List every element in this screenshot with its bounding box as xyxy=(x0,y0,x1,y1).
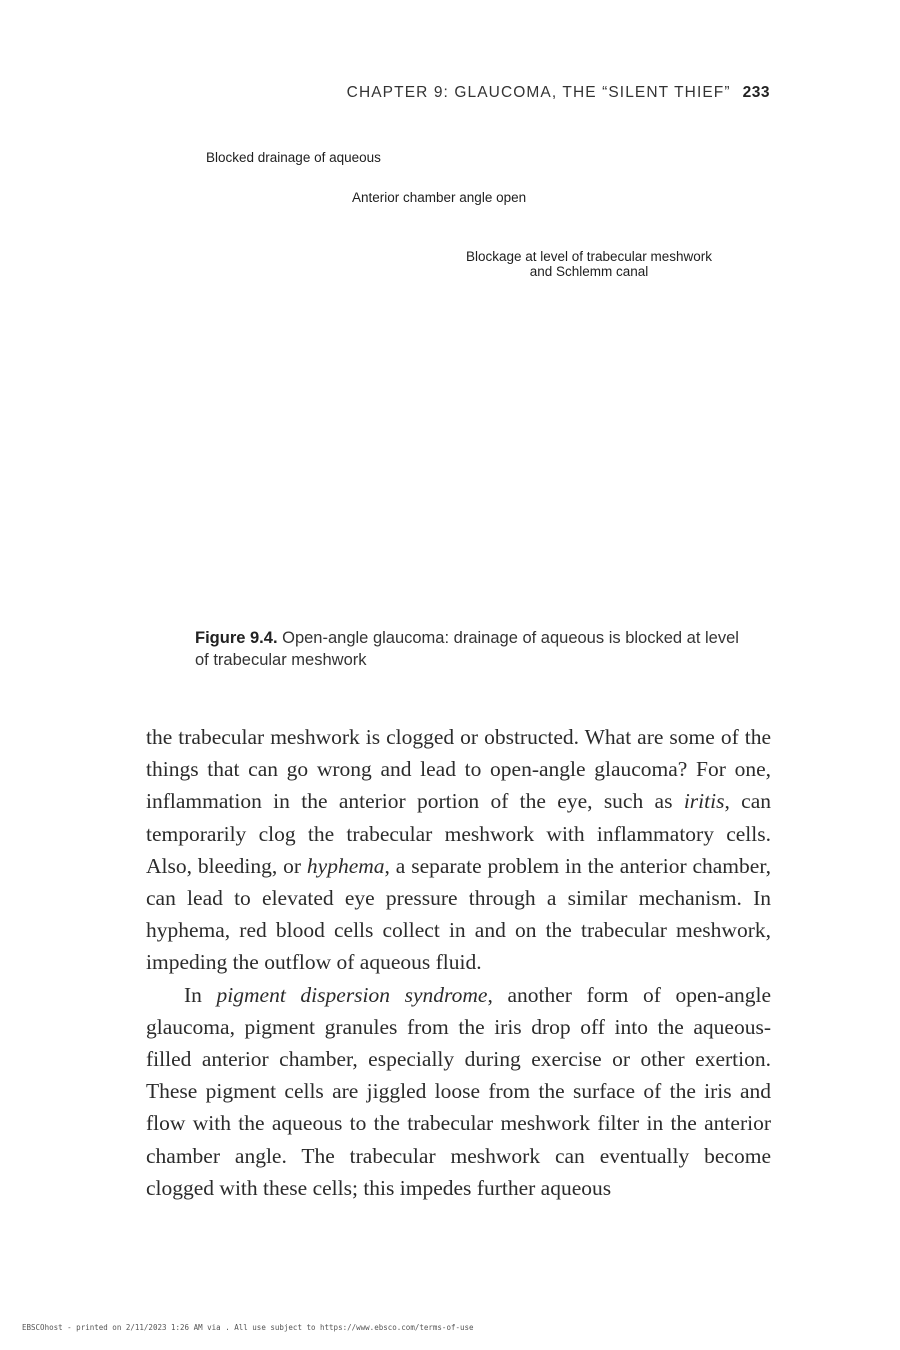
figure-label-blockage-level xyxy=(448,249,730,279)
paragraph-2 xyxy=(146,979,771,1204)
running-head xyxy=(347,84,770,102)
print-footer: EBSCOhost - printed on 2/11/2023 1:26 AM via . All use subject to https://www.ebsco.com/terms-of-use xyxy=(22,1323,474,1332)
italic-term-pigment-dispersion: pigment dispersion syndrome xyxy=(216,982,488,1007)
figure-label-line-2: and Schlemm canal xyxy=(529,264,649,279)
body-text xyxy=(146,721,771,1204)
text-run: , a separate problem in the anterior chamber, can lead to elevated eye pressure through a similar mechanism. In hyphema, red blood cells collect in and on the trabecular meshwork, impeding the outflow of aqueous fluid. xyxy=(146,853,771,975)
text-run: the trabecular meshwork is clogged or obstructed. What are some of the things that can go wrong and lead to open-angle glaucoma? For one, inflammation in the anterior portion of the eye, such as xyxy=(146,725,771,814)
italic-term-hyphema: hyphema xyxy=(306,853,385,878)
italic-term-iritis: iritis xyxy=(683,789,725,814)
chapter-title: CHAPTER 9: GLAUCOMA, THE “SILENT THIEF” xyxy=(346,84,731,101)
figure-caption-text: Open-angle glaucoma: drainage of aqueous is blocked at level of trabecular meshwork xyxy=(195,629,739,669)
figure-caption xyxy=(195,627,755,671)
text-run: In xyxy=(184,982,217,1007)
text-run: , another form of open-angle glaucoma, pigment granules from the iris drop off into the aqueous-filled anterior chamber, especially during exercise or other exertion. These pigment cells are jiggled loose from the surface of the iris and flow with the aqueous to the trabecular meshwork filter in the anterior chamber angle. The trabecular meshwork can eventually become clogged with these cells; this impedes further aqueous xyxy=(146,982,772,1200)
paragraph-1 xyxy=(146,721,771,979)
page-number: 233 xyxy=(742,84,770,101)
figure-label-line-1: Blockage at level of trabecular meshwork xyxy=(465,249,713,264)
figure-number: Figure 9.4. xyxy=(195,629,278,647)
text-run: , can temporarily clog the trabecular meshwork with inflammatory cells. Also, bleeding, or xyxy=(146,789,771,878)
figure-label-blocked-drainage: Blocked drainage of aqueous xyxy=(206,150,381,165)
figure-label-angle-open: Anterior chamber angle open xyxy=(352,190,527,205)
